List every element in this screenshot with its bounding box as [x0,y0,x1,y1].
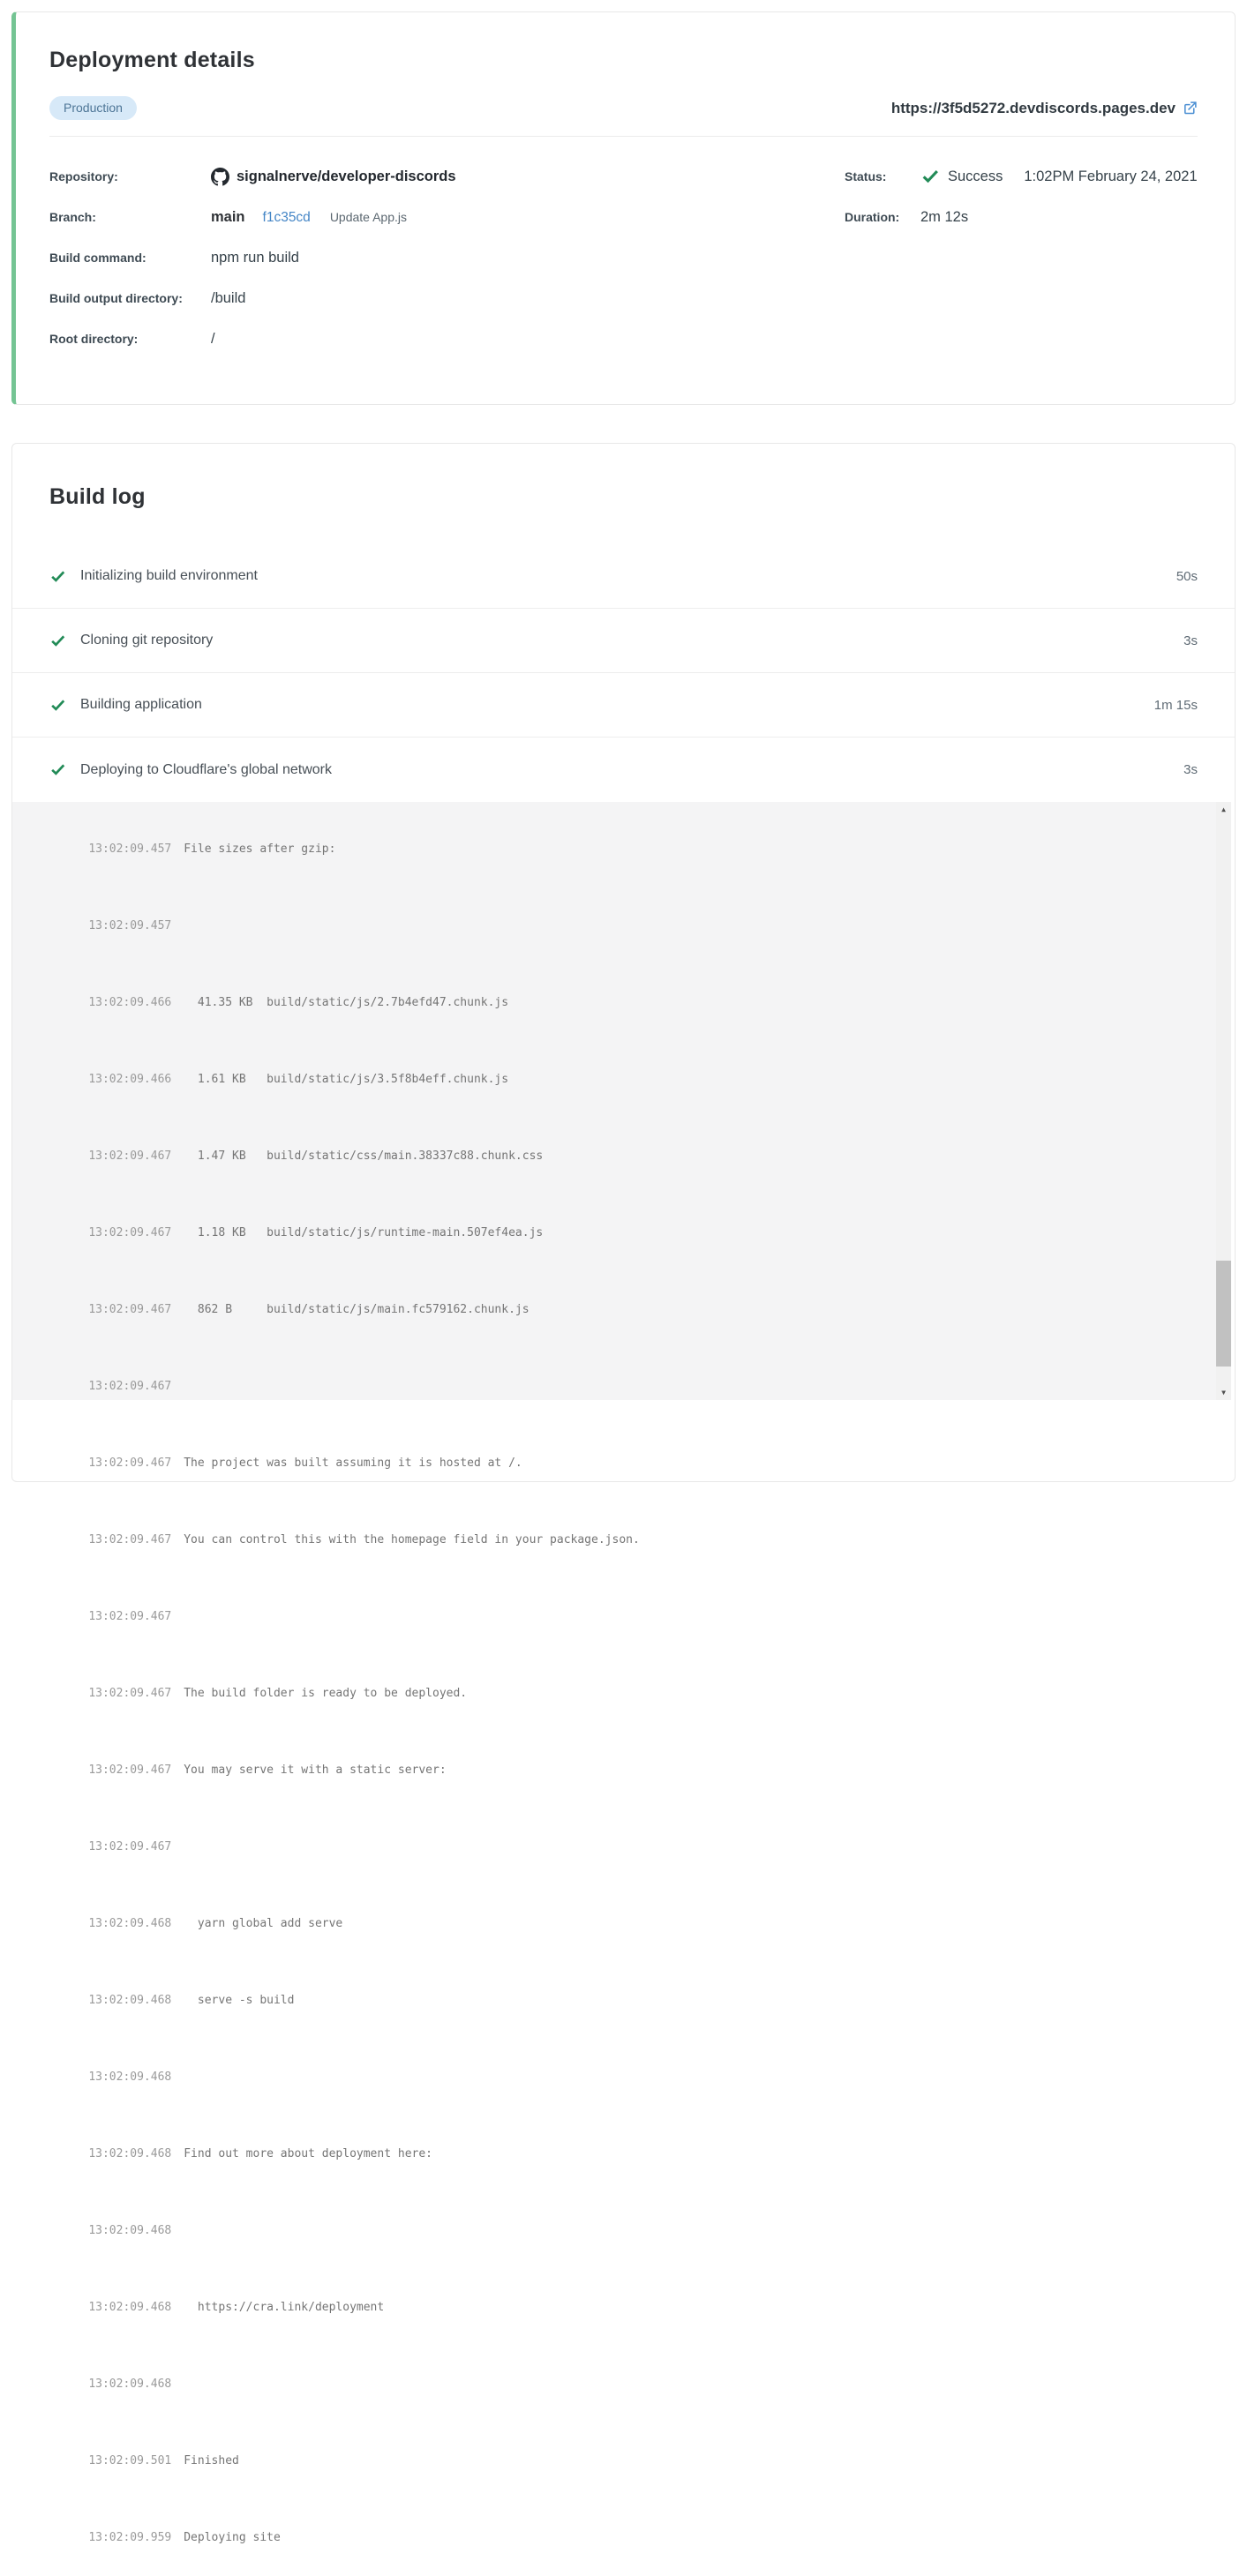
log-line [61,1271,1205,1348]
deployment-divider [49,136,1198,137]
build-log-card [11,443,1236,2544]
deployment-fields [49,166,845,349]
log-timestamp: 13:02:09.467 [88,1840,172,1853]
deployment-url-link[interactable]: https://3f5d5272.devdiscords.pages.dev [890,99,1176,116]
log-timestamp: 13:02:09.466 [88,996,172,1009]
log-message: You may serve it with a static server: [184,1764,447,1777]
log-line [61,887,1205,964]
log-line [61,1118,1205,1194]
log-timestamp: 13:02:09.467 [88,1303,172,1316]
duration-label: Duration: [845,210,900,224]
github-icon [211,168,229,186]
log-line [61,2039,1205,2115]
commit-hash-link[interactable]: f1c35cd [262,209,311,225]
log-line [61,1655,1205,1732]
log-timestamp: 13:02:09.468 [88,1917,172,1930]
status-label: Status: [845,169,887,183]
deployment-details-grid [49,166,1198,349]
duration-value: 2m 12s [920,208,969,225]
log-line [61,1425,1205,1501]
stage-name: Cloning git repository [80,633,214,648]
log-timestamp: 13:02:09.467 [88,1380,172,1393]
log-line [61,811,1205,887]
log-timestamp: 13:02:09.468 [88,2071,172,2084]
log-line [61,2499,1205,2576]
log-line [61,2422,1205,2499]
build-stage-row[interactable] [12,609,1235,673]
repository-row [49,166,845,187]
build-output-directory-value: /build [211,289,246,306]
log-line [61,1578,1205,1655]
build-output-directory-row [49,288,845,309]
environment-badge: Production [49,96,137,120]
log-timestamp: 13:02:09.467 [88,1533,172,1546]
log-scrollbar[interactable] [1216,802,1231,1400]
log-message: https://cra.link/deployment [184,2301,385,2314]
log-line [61,1885,1205,1962]
log-line [61,2346,1205,2422]
stage-check-icon [49,568,66,585]
commit-message: Update App.js [329,209,407,224]
log-timestamp: 13:02:09.468 [88,2378,172,2391]
log-lines [61,811,1205,2576]
log-timestamp: 13:02:09.501 [88,2454,172,2467]
repository-label: Repository: [49,169,118,183]
log-timestamp: 13:02:09.466 [88,1073,172,1086]
stage-check-icon [49,697,66,714]
status-row [845,166,1198,187]
log-message: The build folder is ready to be deployed. [184,1687,468,1700]
stage-duration: 50s [1176,568,1198,584]
deployment-details-title: Deployment details [49,48,255,72]
build-command-value: npm run build [211,249,299,266]
deployment-details-card [11,11,1236,405]
log-line [61,1194,1205,1271]
build-log-output [12,802,1231,2544]
log-message: yarn global add serve [184,1917,343,1930]
log-message: Deploying site [184,2531,281,2544]
stage-duration: 3s [1183,633,1198,648]
root-directory-label: Root directory: [49,332,139,346]
log-line [61,1808,1205,1885]
scrollbar-up-arrow-icon[interactable]: ▲ [1221,805,1226,813]
log-timestamp: 13:02:09.468 [88,2147,172,2160]
log-timestamp: 13:02:09.959 [88,2531,172,2544]
stage-name: Initializing build environment [80,568,258,583]
build-command-row [49,247,845,268]
build-stage-row[interactable] [12,544,1235,609]
scrollbar-thumb[interactable] [1216,1261,1231,1367]
stage-name: Deploying to Cloudflare's global network [80,761,332,777]
deployment-url-row [891,100,1198,117]
log-message: 1.18 KB build/static/js/runtime-main.507ef4ea.js [184,1226,544,1239]
log-line [61,2269,1205,2346]
status-timestamp: 1:02PM February 24, 2021 [1024,168,1198,184]
build-stage-row[interactable] [12,673,1235,738]
build-stages-list [12,544,1235,802]
log-message: You can control this with the homepage field in your package.json. [184,1533,640,1546]
stage-check-icon [49,761,66,778]
log-line [61,1501,1205,1578]
deployment-header-row [49,96,1198,120]
branch-row [49,206,845,228]
log-line [61,2192,1205,2269]
log-message: 862 B build/static/js/main.fc579162.chunk.js [184,1303,530,1316]
log-message: 41.35 KB build/static/js/2.7b4efd47.chunk.js [184,996,509,1009]
log-timestamp: 13:02:09.467 [88,1456,172,1470]
log-timestamp: 13:02:09.468 [88,1994,172,2007]
repository-name: signalnerve/developer-discords [237,168,456,184]
log-message: The project was built assuming it is hosted at /. [184,1456,522,1470]
status-value: Success [948,168,1003,184]
root-directory-value: / [211,330,215,347]
build-command-label: Build command: [49,251,146,265]
repository-link[interactable] [211,168,456,186]
log-timestamp: 13:02:09.467 [88,1610,172,1623]
log-line [61,1732,1205,1808]
deployment-status-column [845,166,1198,349]
log-message: 1.61 KB build/static/js/3.5f8b4eff.chunk.js [184,1073,509,1086]
branch-label: Branch: [49,210,96,224]
root-directory-row [49,328,845,349]
log-line [61,2115,1205,2192]
log-line [61,1962,1205,2039]
log-message: Finished [184,2454,239,2467]
log-line [61,1348,1205,1425]
stage-duration: 3s [1183,762,1198,777]
success-check-icon [920,167,940,186]
stage-check-icon [49,633,66,649]
log-timestamp: 13:02:09.467 [88,1687,172,1700]
duration-row [845,206,1198,228]
branch-value [211,209,407,226]
log-timestamp: 13:02:09.467 [88,1226,172,1239]
log-timestamp: 13:02:09.457 [88,919,172,932]
log-message: serve -s build [184,1994,295,2007]
branch-name: main [211,208,245,225]
log-message: Find out more about deployment here: [184,2147,432,2160]
scrollbar-down-arrow-icon[interactable]: ▼ [1221,1389,1226,1397]
stage-duration: 1m 15s [1153,697,1198,713]
log-timestamp: 13:02:09.457 [88,842,172,856]
stage-name: Building application [80,697,202,712]
log-message: 1.47 KB build/static/css/main.38337c88.chunk.css [184,1149,544,1163]
build-stage-row[interactable] [12,738,1235,802]
build-log-title: Build log [49,484,146,509]
log-line [61,964,1205,1041]
log-line [61,1041,1205,1118]
build-output-directory-label: Build output directory: [49,291,183,305]
log-timestamp: 13:02:09.468 [88,2301,172,2314]
log-message: File sizes after gzip: [184,842,336,856]
log-timestamp: 13:02:09.467 [88,1764,172,1777]
external-link-icon[interactable] [1183,101,1198,116]
log-timestamp: 13:02:09.468 [88,2224,172,2237]
log-timestamp: 13:02:09.467 [88,1149,172,1163]
